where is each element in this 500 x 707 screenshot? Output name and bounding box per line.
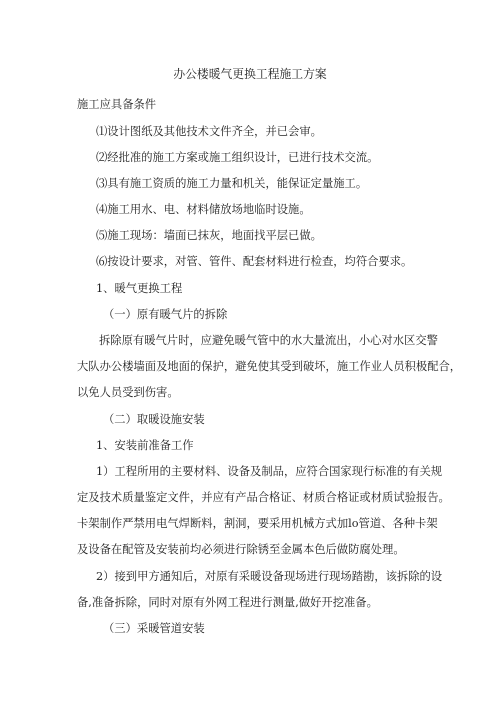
item-heading: 1、安装前准备工作 [96,439,194,452]
condition-item: ⑸施工现场：墙面已抹灰，地面找平层已做。 [96,229,322,242]
condition-item: ⑴设计图纸及其他技术文件齐全，并已会审。 [96,125,322,138]
paragraph-line: 2）接到甲方通知后，对原有采暖设备现场进行现场踏勘，该拆除的设 [96,570,443,583]
paragraph-line: 定及技术质量鉴定文件，并应有产品合格证、材质合格证或材质试验报告。 [77,491,450,504]
paragraph-line: 及设备在配管及安装前均必须进行除锈至金属本色后做防腐处理。 [77,543,405,556]
subsection-heading: （三）采暖管道安装 [103,622,205,635]
subsection-heading: （一）原有暖气片的拆除 [103,308,228,321]
subsection-heading: （二）取暖设施安装 [103,413,205,426]
condition-item: ⑶具有施工资质的施工力量和机关，能保证定量施工。 [96,177,368,190]
paragraph-line: 拆除原有暖气片时，应避免暖气管中的水大量流出，小心对水区交警 [99,334,438,347]
document-title: 办公楼暖气更换工程施工方案 [173,67,327,81]
paragraph-line: 备,准备拆除，同时对原有外网工程进行测量,做好开挖准备。 [77,596,378,609]
condition-item: ⑹按设计要求，对管、管件、配套材料进行检查，均符合要求。 [96,255,413,268]
section-heading: 1、暖气更换工程 [96,282,183,295]
paragraph-line: 大队办公楼墙面及地面的保护，避免使其受到破坏，施工作业人员积极配合， [77,360,462,373]
condition-item: ⑷施工用水、电、材料储放场地临时设施。 [96,203,311,216]
paragraph-line: 卡架制作严禁用电气焊断料，割洞，要采用机械方式加lo管道、各种卡架 [77,517,438,530]
paragraph-line: 以免人员受到伤害。 [77,386,179,399]
conditions-heading: 施工应具备条件 [77,98,157,111]
condition-item: ⑵经批准的施工方案或施工组织设计，已进行技术交流。 [96,151,379,164]
paragraph-line: 1）工程所用的主要材料、设备及制品，应符合国家现行标准的有关规 [96,465,443,478]
